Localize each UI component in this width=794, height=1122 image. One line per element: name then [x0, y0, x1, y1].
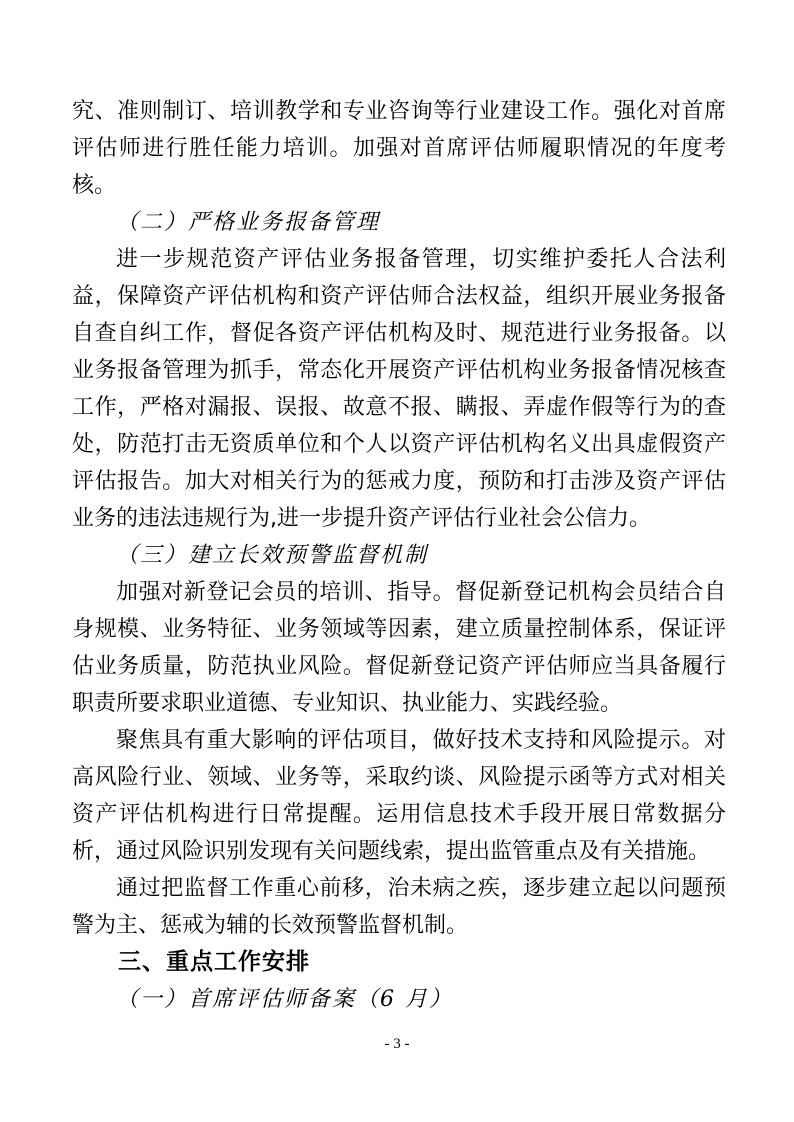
paragraph: 聚焦具有重大影响的评估项目，做好技术支持和风险提示。对高风险行业、领域、业务等，采取约谈、风险提示函等方式对相关资产评估机构进行日常提醒。运用信息技术手段开展日常数据分析，通过风险识别发现有关问题线索，提出监管重点及有关措施。 — [72, 728, 726, 864]
paragraph: 加强对新登记会员的培训、指导。督促新登记机构会员结合自身规模、业务特征、业务领域等因素，建立质量控制体系，保证评估业务质量，防范执业风险。督促新登记资产评估师应当具备履行职责所要求职业道德、专业知识、执业能力、实践经验。 — [72, 580, 726, 716]
page-number: - 3 - — [384, 1036, 410, 1052]
section-subheading-1: （一）首席评估师备案（6 月） — [116, 987, 453, 1012]
paragraph-continued: 究、准则制订、培训教学和专业咨询等行业建设工作。强化对首席评估师进行胜任能力培训。加强对首席评估师履职情况的年度考核。 — [72, 99, 726, 198]
paragraph: 进一步规范资产评估业务报备管理，切实维护委托人合法利益，保障资产评估机构和资产评估师合法权益，组织开展业务报备自查自纠工作，督促各资产评估机构及时、规范进行业务报备。以业务报备管理为抓手，常态化开展资产评估机构业务报备情况核查工作，严格对漏报、误报、故意不报、瞒报、弄虚作假等行为的查处，防范打击无资质单位和个人以资产评估机构名义出具虚假资产评估报告。加大对相关行为的惩戒力度，预防和打击涉及资产评估业务的违法违规行为,进一步提升资产评估行业社会公信力。 — [72, 247, 726, 531]
section-subheading-3: （三）建立长效预警监督机制 — [116, 543, 429, 568]
section-heading-3: 三、重点工作安排 — [118, 949, 310, 975]
section-subheading-2: （二）严格业务报备管理 — [116, 210, 381, 235]
paragraph: 通过把监督工作重心前移，治未病之疾，逐步建立起以问题预警为主、惩戒为辅的长效预警监督机制。 — [72, 876, 726, 938]
document-body — [72, 93, 726, 1018]
